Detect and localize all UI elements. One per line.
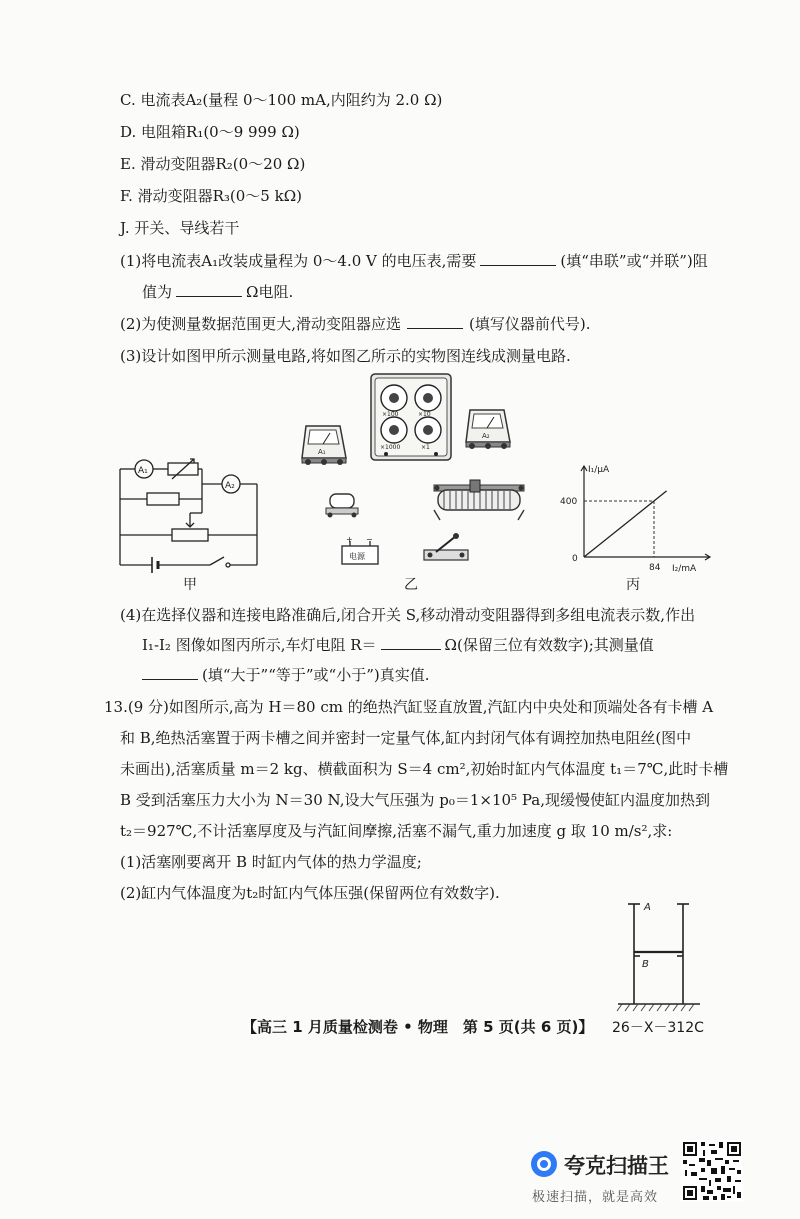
scanner-brand: 夸克扫描王 [564, 1154, 669, 1178]
option-d: D. 电阻箱R₁(0～9 999 Ω) [120, 123, 300, 141]
option-c: C. 电流表A₂(量程 0～100 mA,内阻约为 2.0 Ω) [120, 91, 443, 109]
q12-part1-text-b: (填“串联”或“并联”)阻 [560, 252, 708, 270]
q12-part1-text-d: Ω电阻. [246, 283, 294, 301]
exam-code: 26－X－312C [612, 1020, 704, 1036]
origin-label: 0 [572, 554, 578, 564]
q12-part2-text-a: (2)为使测量数据范围更大,滑动变阻器应选 [120, 315, 402, 333]
answer-blank-resistance[interactable] [176, 282, 242, 297]
dial-x10-label: ×10 [418, 411, 431, 418]
ammeter-a2-label: A₂ [225, 481, 235, 491]
q12-part1-line1 [120, 250, 708, 272]
rheostat-symbol [172, 529, 208, 541]
gas-cylinder-diagram [610, 898, 706, 1014]
option-f: F. 滑动变阻器R₃(0～5 kΩ) [120, 187, 303, 205]
q12-part4-text-d: (填“大于”“等于”或“小于”)真实值. [202, 666, 430, 684]
q12-part3: (3)设计如图甲所示测量电路,将如图乙所示的实物图连线成测量电路. [120, 347, 571, 365]
scanner-logo-icon [531, 1151, 557, 1177]
q13-line2: 和 B,绝热活塞置于两卡槽之间并密封一定量气体,缸内封闭气体有调控加热电阻丝(图中 [120, 729, 692, 747]
x-tick-84: 84 [649, 563, 661, 573]
dial-x1000-label: ×1000 [380, 444, 401, 451]
q12-part1-text-a: (1)将电流表A₁改装成量程为 0～4.0 V 的电压表,需要 [120, 252, 477, 270]
q12-part4-line3 [142, 664, 429, 686]
power-minus-label: − [366, 535, 373, 544]
power-source-apparatus [342, 535, 378, 564]
q13-part1: (1)活塞刚要离开 B 时缸内气体的热力学温度; [120, 853, 422, 871]
circuit-diagram-jia [112, 455, 272, 573]
q12-part4-text-b: I₁-I₂ 图像如图丙所示,车灯电阻 R＝ [142, 636, 377, 654]
ammeter-a1-label: A₁ [138, 466, 148, 476]
ammeter-a1-apparatus [302, 426, 346, 465]
apparatus-a1-label: A₁ [318, 448, 326, 456]
page-footer-title: 【高三 1 月质量检测卷 • 物理 第 5 页(共 6 页)】 [242, 1018, 594, 1036]
i1-i2-graph [558, 460, 718, 576]
scanner-slogan: 极速扫描，就是高效 [532, 1190, 659, 1205]
q12-part2 [120, 313, 591, 335]
q13-line5: t₂＝927℃,不计活塞厚度及与汽缸间摩擦,活塞不漏气,重力加速度 g 取 10 m/s²,求: [120, 822, 673, 840]
answer-blank-connection[interactable] [480, 251, 556, 266]
answer-blank-lamp-resistance[interactable] [381, 635, 441, 650]
figure-yi-caption: 乙 [404, 577, 418, 593]
y-tick-400: 400 [560, 497, 578, 507]
figure-bing-caption: 丙 [626, 577, 640, 593]
switch-lever [210, 557, 224, 565]
resistance-box-apparatus [371, 374, 451, 460]
option-e: E. 滑动变阻器R₂(0～20 Ω) [120, 155, 306, 173]
graph-axes [581, 466, 710, 560]
slot-a-label: A [644, 902, 651, 913]
apparatus-a2-label: A₂ [482, 432, 490, 440]
dial-x1-label: ×1 [421, 444, 430, 451]
y-axis-label: I₁/μA [588, 465, 610, 475]
dial-x100-label: ×100 [382, 411, 399, 418]
x-axis-label: I₂/mA [672, 564, 697, 574]
q13-line1: 13.(9 分)如图所示,高为 H＝80 cm 的绝热汽缸竖直放置,汽缸内中央处和顶端处各有卡槽 A [104, 698, 714, 716]
answer-blank-comparison[interactable] [142, 665, 198, 680]
figure-jia-caption: 甲 [183, 577, 197, 593]
slot-b-label: B [642, 959, 649, 970]
lamp-apparatus [326, 494, 358, 518]
ammeter-a2-apparatus [466, 410, 510, 449]
q12-part1-line2 [142, 281, 293, 303]
qr-code-icon [681, 1140, 743, 1202]
q13-line3: 未画出),活塞质量 m＝2 kg、横截面积为 S＝4 cm²,初始时缸内气体温度 t₁＝7℃,此时卡槽 [120, 760, 729, 778]
q12-part1-text-c: 值为 [142, 283, 173, 301]
knife-switch-apparatus [424, 533, 468, 560]
power-source-label: 电源 [349, 552, 365, 561]
q12-part4-line2 [142, 634, 654, 656]
resistance-box-symbol [147, 493, 179, 505]
q12-part2-text-b: (填写仪器前代号). [469, 315, 591, 333]
rheostat-apparatus [434, 480, 524, 520]
answer-blank-rheostat[interactable] [407, 314, 463, 329]
power-plus-label: + [346, 535, 353, 544]
q12-part4-line1: (4)在选择仪器和连接电路准确后,闭合开关 S,移动滑动变阻器得到多组电流表示数,作出 [120, 606, 696, 624]
q13-part2: (2)缸内气体温度为t₂时缸内气体压强(保留两位有效数字). [120, 884, 500, 902]
option-j: J. 开关、导线若干 [120, 219, 240, 237]
q13-line4: B 受到活塞压力大小为 N＝30 N,设大气压强为 p₀＝1×10⁵ Pa,现缓慢使缸内温度加热到 [120, 791, 710, 809]
q12-part4-text-c: Ω(保留三位有效数字);其测量值 [444, 636, 654, 654]
ground-hatching [617, 1004, 694, 1011]
apparatus-diagram-yi [294, 370, 534, 580]
